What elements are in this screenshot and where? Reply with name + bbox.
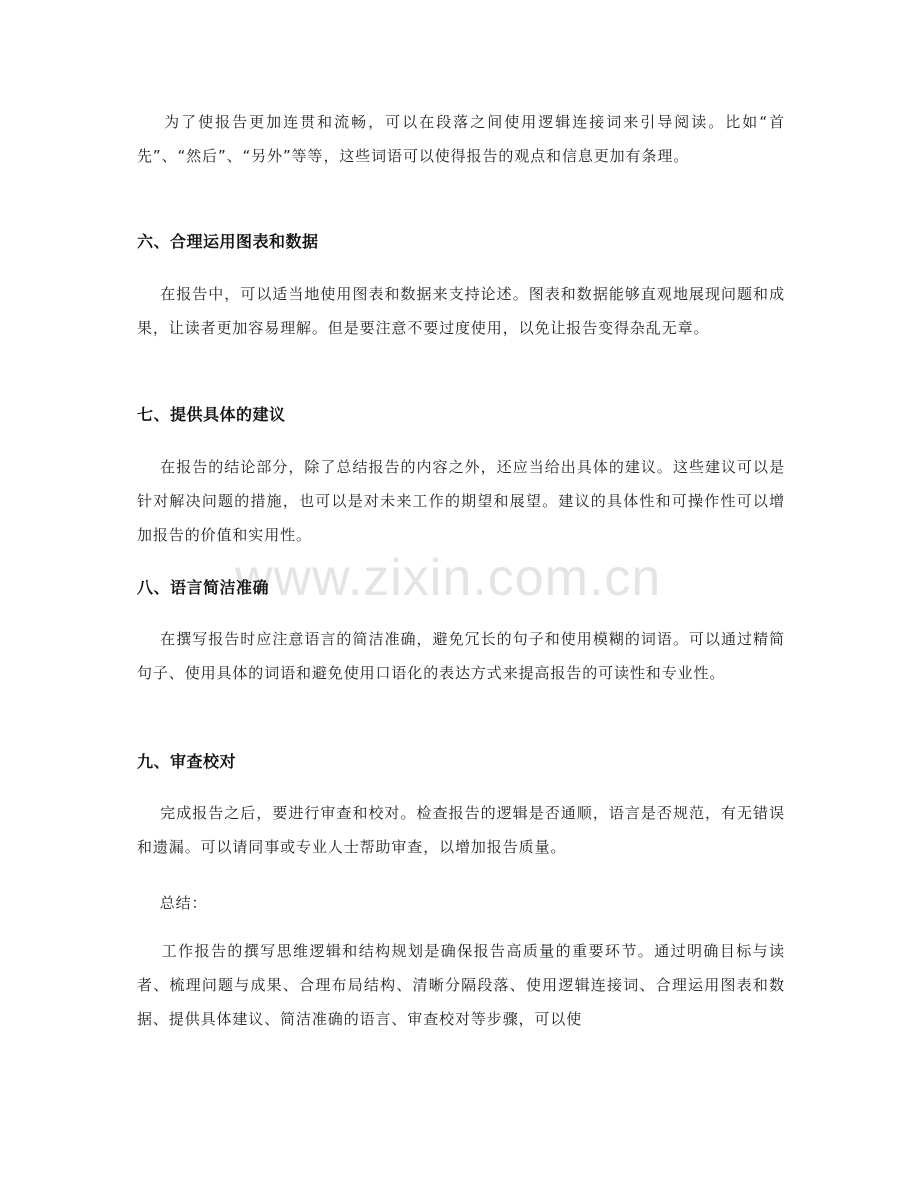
section-heading-9: 九、审查校对 (137, 752, 237, 771)
section-body-9: 完成报告之后，要进行审查和校对。检查报告的逻辑是否通顺，语言是否规范，有无错误和遗漏。可以请同事或专业人士帮助审查，以增加报告质量。 (137, 804, 785, 856)
summary-label: 总结： (137, 894, 208, 912)
watermark: www.zixin.com.cn (235, 549, 662, 607)
intro-paragraph: 为了使报告更加连贯和流畅，可以在段落之间使用逻辑连接词来引导阅读。比如“首先”、“然后”、“另外”等等，这些词语可以使得报告的观点和信息更加有条理。 (137, 113, 785, 165)
section-body-8: 在撰写报告时应注意语言的简洁准确，避免冗长的句子和使用模糊的词语。可以通过精简句子、使用具体的词语和避免使用口语化的表达方式来提高报告的可读性和专业性。 (137, 630, 785, 682)
section-heading-6: 六、合理运用图表和数据 (137, 232, 319, 251)
section-heading-8: 八、语言简洁准确 (137, 578, 270, 597)
section-body-6: 在报告中，可以适当地使用图表和数据来支持论述。图表和数据能够直观地展现问题和成果，让读者更加容易理解。但是要注意不要过度使用，以免让报告变得杂乱无章。 (137, 285, 785, 337)
summary-paragraph: 工作报告的撰写思维逻辑和结构规划是确保报告高质量的重要环节。通过明确目标与读者、梳理问题与成果、合理布局结构、清晰分隔段落、使用逻辑连接词、合理运用图表和数据、提供具体建议、简洁准确的语言、审查校对等步骤，可以使 (137, 942, 785, 1028)
section-heading-7: 七、提供具体的建议 (137, 405, 286, 424)
section-body-7: 在报告的结论部分，除了总结报告的内容之外，还应当给出具体的建议。这些建议可以是针对解决问题的措施，也可以是对未来工作的期望和展望。建议的具体性和可操作性可以增加报告的价值和实用性。 (137, 458, 785, 544)
